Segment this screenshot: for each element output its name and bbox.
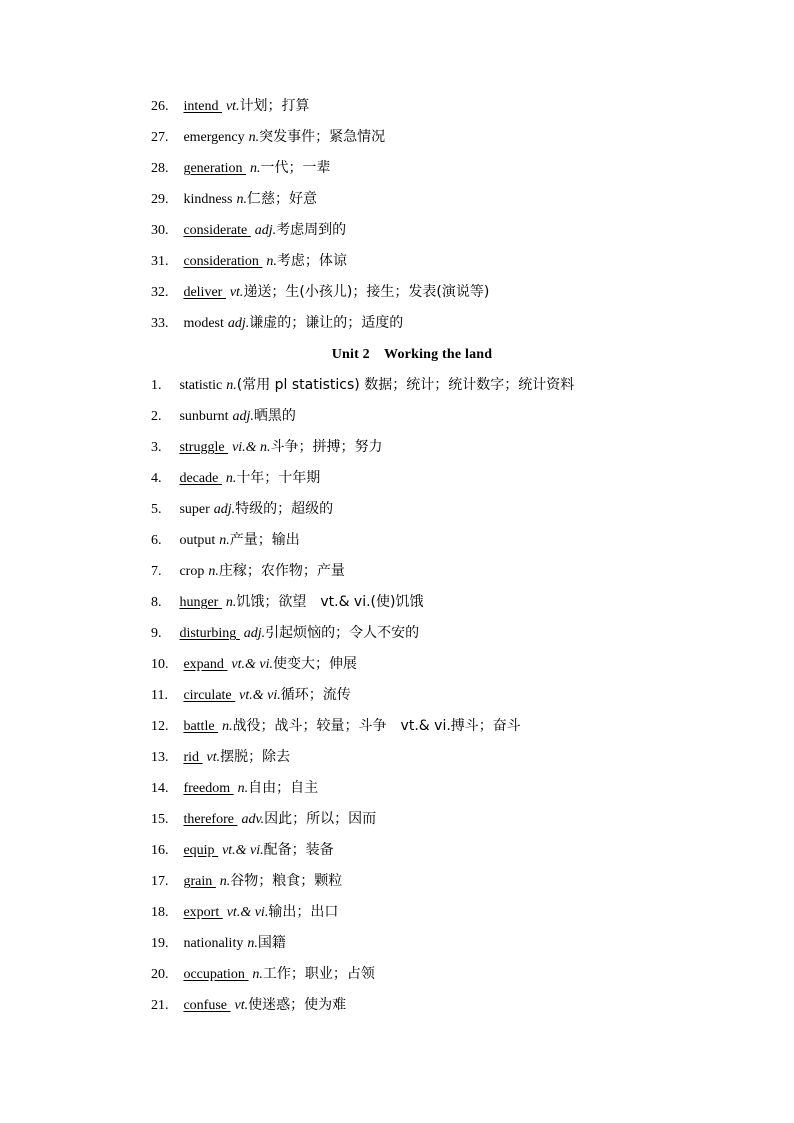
vocab-entry	[0, 308, 794, 339]
vocab-entry	[0, 866, 794, 897]
entry-part-of-speech: vt.& vi.	[222, 843, 264, 858]
entry-definition: 递送；生(小孩儿)；接生；发表(演说等)	[243, 284, 490, 300]
entry-word: disturbing	[179, 626, 237, 641]
entry-word: deliver	[183, 285, 223, 300]
entry-definition: 晒黑的	[253, 408, 296, 424]
entry-part-of-speech: vt.	[234, 998, 249, 1013]
entry-part-of-speech: n.	[219, 874, 231, 889]
entry-word: statistic	[179, 378, 223, 393]
entry-definition: 因此；所以；因而	[264, 811, 377, 827]
entry-word: consideration	[183, 254, 259, 269]
vocab-entry	[0, 742, 794, 773]
vocab-entry	[0, 401, 794, 432]
entry-word: generation	[183, 161, 243, 176]
entry-number: 8.	[151, 595, 162, 610]
entry-part-of-speech: vt.	[206, 750, 221, 765]
entry-number: 32.	[151, 285, 169, 300]
entry-number: 21.	[151, 998, 169, 1013]
entry-number: 14.	[151, 781, 169, 796]
entry-part-of-speech: n.	[250, 161, 261, 176]
entry-definition: 饥饿；欲望 vt.& vi.(使)饥饿	[236, 594, 424, 610]
entry-number: 13.	[151, 750, 169, 765]
entry-word: kindness	[183, 192, 233, 207]
entry-word: emergency	[183, 130, 245, 145]
entry-part-of-speech: vt.& vi.	[239, 688, 281, 703]
entry-definition: (常用 pl statistics) 数据；统计；统计数字；统计资料	[236, 377, 575, 393]
entry-word: rid	[183, 750, 200, 765]
entry-definition: 谷物；粮食；颗粒	[230, 873, 343, 889]
entry-number: 16.	[151, 843, 169, 858]
entry-number: 10.	[151, 657, 169, 672]
vocab-entry	[0, 494, 794, 525]
entry-definition: 十年；十年期	[236, 470, 321, 486]
vocab-entry	[0, 122, 794, 153]
unit1-vocab-list	[0, 91, 794, 339]
entry-part-of-speech: adj.	[232, 409, 254, 424]
entry-definition: 计划；打算	[239, 98, 310, 114]
entry-part-of-speech: n.	[266, 254, 277, 269]
entry-number: 19.	[151, 936, 169, 951]
entry-definition: 谦虚的；谦让的；适度的	[249, 315, 404, 331]
unit2-heading: Unit 2 Working the land	[331, 347, 493, 362]
entry-number: 12.	[151, 719, 169, 734]
entry-number: 4.	[151, 471, 162, 486]
entry-definition: 考虑；体谅	[276, 253, 347, 269]
vocab-entry	[0, 835, 794, 866]
entry-part-of-speech: n.	[226, 378, 237, 393]
entry-word: output	[179, 533, 216, 548]
entry-number: 11.	[151, 688, 168, 703]
entry-definition: 斗争；拼搏；努力	[270, 439, 383, 455]
vocab-entry	[0, 990, 794, 1021]
entry-word: battle	[183, 719, 215, 734]
entry-number: 17.	[151, 874, 169, 889]
entry-definition: 考虑周到的	[276, 222, 347, 238]
entry-number: 29.	[151, 192, 169, 207]
entry-part-of-speech: adj.	[227, 316, 250, 331]
entry-definition: 循环；流传	[280, 687, 351, 703]
entry-definition: 使迷惑；使为难	[248, 997, 347, 1013]
entry-number: 28.	[151, 161, 169, 176]
vocab-entry	[0, 370, 794, 401]
entry-number: 9.	[151, 626, 162, 641]
entry-definition: 摆脱；除去	[220, 749, 291, 765]
unit2-vocab-list	[0, 370, 794, 1021]
entry-part-of-speech: n.	[222, 719, 233, 734]
vocab-entry	[0, 618, 794, 649]
entry-part-of-speech: vi.& n.	[232, 440, 271, 455]
entry-definition: 配备；装备	[263, 842, 334, 858]
vocab-entry	[0, 432, 794, 463]
entry-word: crop	[179, 564, 205, 579]
entry-number: 18.	[151, 905, 169, 920]
entry-part-of-speech: n.	[252, 967, 263, 982]
vocab-entry	[0, 959, 794, 990]
entry-part-of-speech: adj.	[243, 626, 266, 641]
entry-word: confuse	[183, 998, 227, 1013]
vocab-entry	[0, 649, 794, 680]
entry-part-of-speech: adv.	[241, 812, 265, 827]
entry-part-of-speech: n.	[247, 936, 258, 951]
vocab-entry	[0, 928, 794, 959]
vocab-entry	[0, 804, 794, 835]
entry-definition: 国籍	[257, 935, 286, 951]
entry-part-of-speech: n.	[225, 595, 237, 610]
entry-definition: 输出；出口	[268, 904, 339, 920]
entry-definition: 引起烦恼的；令人不安的	[265, 625, 420, 641]
entry-number: 2.	[151, 409, 162, 424]
entry-number: 15.	[151, 812, 169, 827]
entry-part-of-speech: n.	[248, 130, 260, 145]
entry-definition: 突发事件；紧急情况	[259, 129, 386, 145]
entry-word: sunburnt	[179, 409, 229, 424]
entry-word: equip	[183, 843, 215, 858]
entry-part-of-speech: n.	[237, 781, 249, 796]
entry-number: 1.	[151, 378, 162, 393]
entry-word: decade	[179, 471, 219, 486]
vocab-entry	[0, 277, 794, 308]
entry-word: export	[183, 905, 220, 920]
entry-definition: 特级的；超级的	[235, 501, 334, 517]
entry-number: 33.	[151, 316, 169, 331]
entry-number: 6.	[151, 533, 162, 548]
vocab-entry	[0, 246, 794, 277]
entry-word: intend	[183, 99, 219, 114]
entry-part-of-speech: vt.	[225, 99, 240, 114]
entry-definition: 使变大；伸展	[273, 656, 357, 672]
vocab-entry	[0, 680, 794, 711]
entry-part-of-speech: vt.& vi.	[231, 657, 273, 672]
entry-definition: 产量；输出	[229, 532, 300, 548]
entry-word: grain	[183, 874, 213, 889]
vocab-entry	[0, 587, 794, 618]
vocab-entry	[0, 184, 794, 215]
vocab-entry	[0, 215, 794, 246]
entry-word: expand	[183, 657, 224, 672]
entry-part-of-speech: adj.	[254, 223, 277, 238]
vocab-entry	[0, 773, 794, 804]
entry-number: 31.	[151, 254, 169, 269]
entry-number: 30.	[151, 223, 169, 238]
entry-definition: 庄稼；农作物；产量	[218, 563, 345, 579]
entry-word: nationality	[183, 936, 244, 951]
vocab-entry	[0, 153, 794, 184]
entry-number: 3.	[151, 440, 162, 455]
entry-word: circulate	[183, 688, 232, 703]
entry-word: modest	[183, 316, 224, 331]
entry-word: therefore	[183, 812, 234, 827]
entry-definition: 一代；一辈	[260, 160, 331, 176]
entry-word: hunger	[179, 595, 219, 610]
entry-definition: 战役；战斗；较量；斗争 vt.& vi.搏斗；奋斗	[232, 718, 521, 734]
entry-part-of-speech: n.	[236, 192, 247, 207]
entry-definition: 仁慈；好意	[246, 191, 317, 207]
entry-number: 7.	[151, 564, 162, 579]
entry-part-of-speech: n.	[219, 533, 230, 548]
entry-number: 5.	[151, 502, 162, 517]
entry-word: super	[179, 502, 210, 517]
entry-number: 20.	[151, 967, 169, 982]
vocab-entry	[0, 525, 794, 556]
entry-part-of-speech: n.	[208, 564, 219, 579]
vocab-entry	[0, 556, 794, 587]
entry-word: struggle	[179, 440, 225, 455]
entry-number: 27.	[151, 130, 169, 145]
entry-part-of-speech: adj.	[213, 502, 236, 517]
vocab-entry	[0, 91, 794, 122]
entry-word: freedom	[183, 781, 231, 796]
vocab-entry	[0, 897, 794, 928]
entry-part-of-speech: n.	[225, 471, 237, 486]
vocab-entry	[0, 463, 794, 494]
vocab-entry	[0, 711, 794, 742]
entry-part-of-speech: vt.	[229, 285, 244, 300]
entry-number: 26.	[151, 99, 169, 114]
entry-word: occupation	[183, 967, 245, 982]
entry-definition: 自由；自主	[248, 780, 319, 796]
entry-part-of-speech: vt.& vi.	[226, 905, 269, 920]
entry-word: considerate	[183, 223, 248, 238]
entry-definition: 工作；职业；占领	[262, 966, 375, 982]
